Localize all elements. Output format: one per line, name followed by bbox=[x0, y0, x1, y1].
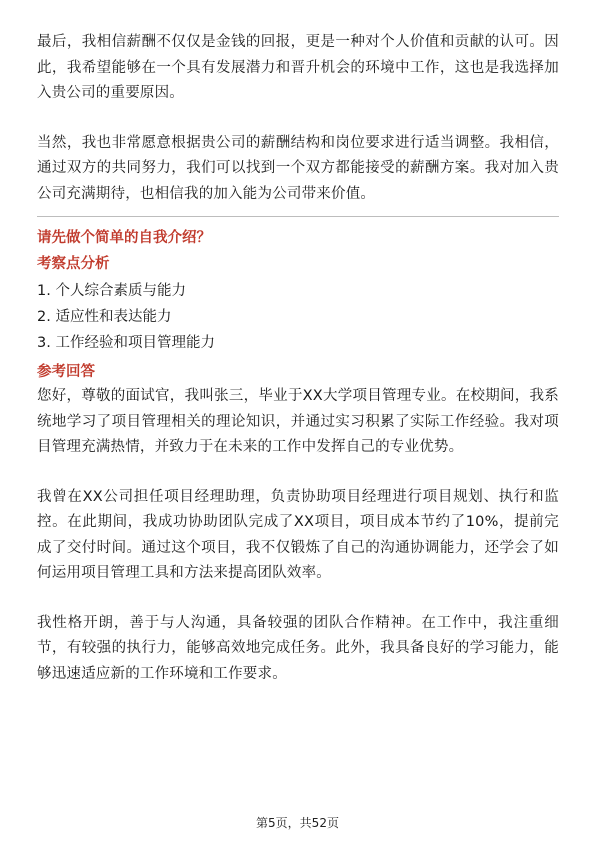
answer-paragraph-1: 您好，尊敬的面试官，我叫张三，毕业于XX大学项目管理专业。在校期间，我系统地学习了项目管理相关的理论知识，并通过实习积累了实际工作经验。我对项目管理充满热情，并致力于在未来的工作中发挥自己的专业优势。 bbox=[37, 388, 559, 455]
section-divider bbox=[37, 216, 559, 217]
analysis-point-2: 2. 适应性和表达能力 bbox=[37, 309, 172, 325]
document-page bbox=[37, 30, 559, 687]
intro-paragraph-2: 当然，我也非常愿意根据贵公司的薪酬结构和岗位要求进行适当调整。我相信，通过双方的共同努力，我们可以找到一个双方都能接受的薪酬方案。我对加入贵公司充满期待，也相信我的加入能为公司带来价值。 bbox=[37, 134, 559, 202]
analysis-point-1: 1. 个人综合素质与能力 bbox=[37, 283, 186, 299]
analysis-point-3: 3. 工作经验和项目管理能力 bbox=[37, 335, 215, 351]
answer-block bbox=[37, 384, 559, 687]
answer-paragraph-2: 我曾在XX公司担任项目经理助理，负责协助项目经理进行项目规划、执行和监控。在此期间，我成功协助团队完成了XX项目，项目成本节约了10%，提前完成了交付时间。通过这个项目，我不仅锻炼了自己的沟通协调能力，还学会了如何运用项目管理工具和方法来提高团队效率。 bbox=[37, 488, 559, 581]
analysis-points bbox=[37, 278, 559, 356]
page-footer: 第5页，共52页 bbox=[256, 816, 339, 830]
intro-paragraph-1: 最后，我相信薪酬不仅仅是金钱的回报，更是一种对个人价值和贡献的认可。因此，我希望能够在一个具有发展潜力和晋升机会的环境中工作，这也是我选择加入贵公司的重要原因。 bbox=[37, 34, 559, 101]
analysis-title: 考察点分析 bbox=[37, 256, 110, 272]
answer-title: 参考回答 bbox=[37, 364, 95, 380]
question-heading: 请先做个简单的自我介绍？ bbox=[37, 230, 211, 246]
answer-paragraph-3: 我性格开朗，善于与人沟通，具备较强的团队合作精神。在工作中，我注重细节，有较强的执行力，能够高效地完成任务。此外，我具备良好的学习能力，能够迅速适应新的工作环境和工作要求。 bbox=[37, 614, 559, 682]
